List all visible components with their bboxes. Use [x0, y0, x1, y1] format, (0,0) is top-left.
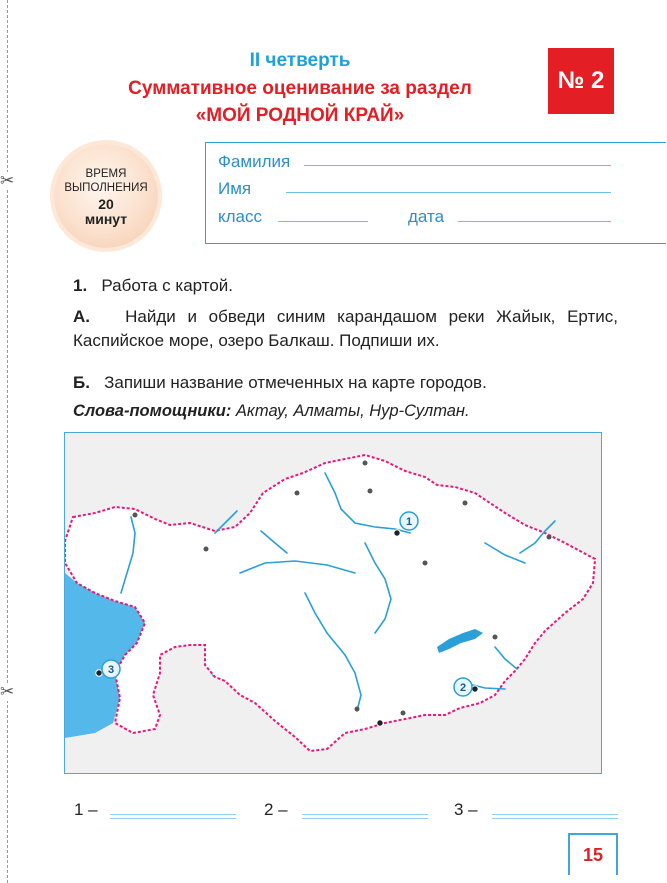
kazakhstan-map	[64, 432, 602, 774]
task-text: Работа с картой.	[101, 276, 234, 295]
task-letter: Б.	[73, 373, 90, 392]
city-dot	[401, 711, 406, 716]
answer-1-label: 1 –	[74, 800, 98, 819]
task-text: Запиши название отмеченных на карте городов.	[104, 373, 487, 392]
student-info-form	[205, 142, 666, 244]
cut-line	[7, 0, 8, 883]
page-title: Суммативное оценивание за раздел	[128, 78, 472, 99]
city-dot	[368, 489, 373, 494]
helper-words	[73, 402, 470, 421]
helper-label: Слова-помощники:	[73, 402, 232, 420]
task-number: 1.	[73, 276, 88, 295]
class-field[interactable]	[278, 221, 368, 222]
scissors-icon: ✂	[0, 171, 15, 190]
city-dot	[463, 501, 468, 506]
target-city-dot	[472, 686, 478, 692]
surname-label: Фамилия	[218, 152, 291, 171]
time-unit: минут	[84, 211, 128, 227]
time-label: ВРЕМЯ	[85, 168, 127, 180]
task-1	[73, 274, 618, 298]
page-number: 15	[568, 833, 618, 875]
helper-list: Актау, Алматы, Нур-Султан.	[235, 402, 470, 420]
answer-2-field-line	[302, 818, 428, 819]
marker-3-label: 3	[107, 664, 115, 676]
task-text: Найди и обведи синим карандашом реки Жайык, Ертис, Каспийское море, озеро Балкаш. Подпиши их.	[73, 307, 618, 350]
answer-2-field[interactable]	[302, 814, 428, 815]
answer-1-field[interactable]	[110, 814, 236, 815]
answer-3-field[interactable]	[492, 814, 618, 815]
country-outline	[65, 455, 595, 751]
city-dot	[204, 547, 209, 552]
answer-3-label: 3 –	[454, 800, 478, 819]
city-dot	[547, 535, 552, 540]
task-a	[73, 305, 618, 353]
city-dot	[363, 461, 368, 466]
scissors-icon: ✂	[0, 682, 15, 701]
time-badge	[54, 144, 158, 248]
target-city-dot	[377, 720, 383, 726]
answer-2-label: 2 –	[264, 800, 288, 819]
city-dot	[355, 707, 360, 712]
task-b	[73, 371, 618, 395]
name-field[interactable]	[286, 192, 611, 193]
target-city-dot	[96, 670, 102, 676]
city-dot	[493, 635, 498, 640]
date-label: дата	[408, 207, 445, 226]
city-dot	[133, 513, 138, 518]
city-dot	[423, 561, 428, 566]
answer-1-field-line	[110, 818, 236, 819]
class-label: класс	[218, 207, 263, 226]
time-value: 20	[98, 196, 114, 212]
city-dot	[295, 491, 300, 496]
task-letter: А.	[73, 307, 90, 326]
marker-1-label: 1	[405, 516, 413, 528]
answer-3-field-line	[492, 818, 618, 819]
surname-field[interactable]	[304, 165, 611, 166]
quarter-title: II четверть	[249, 50, 351, 71]
date-field[interactable]	[458, 221, 611, 222]
target-city-dot	[394, 530, 400, 536]
marker-2-label: 2	[459, 682, 467, 694]
name-label: Имя	[218, 179, 252, 198]
section-title: «МОЙ РОДНОЙ КРАЙ»	[195, 105, 405, 126]
number-badge: № 2	[548, 48, 614, 114]
time-label: ВЫПОЛНЕНИЯ	[64, 182, 148, 194]
